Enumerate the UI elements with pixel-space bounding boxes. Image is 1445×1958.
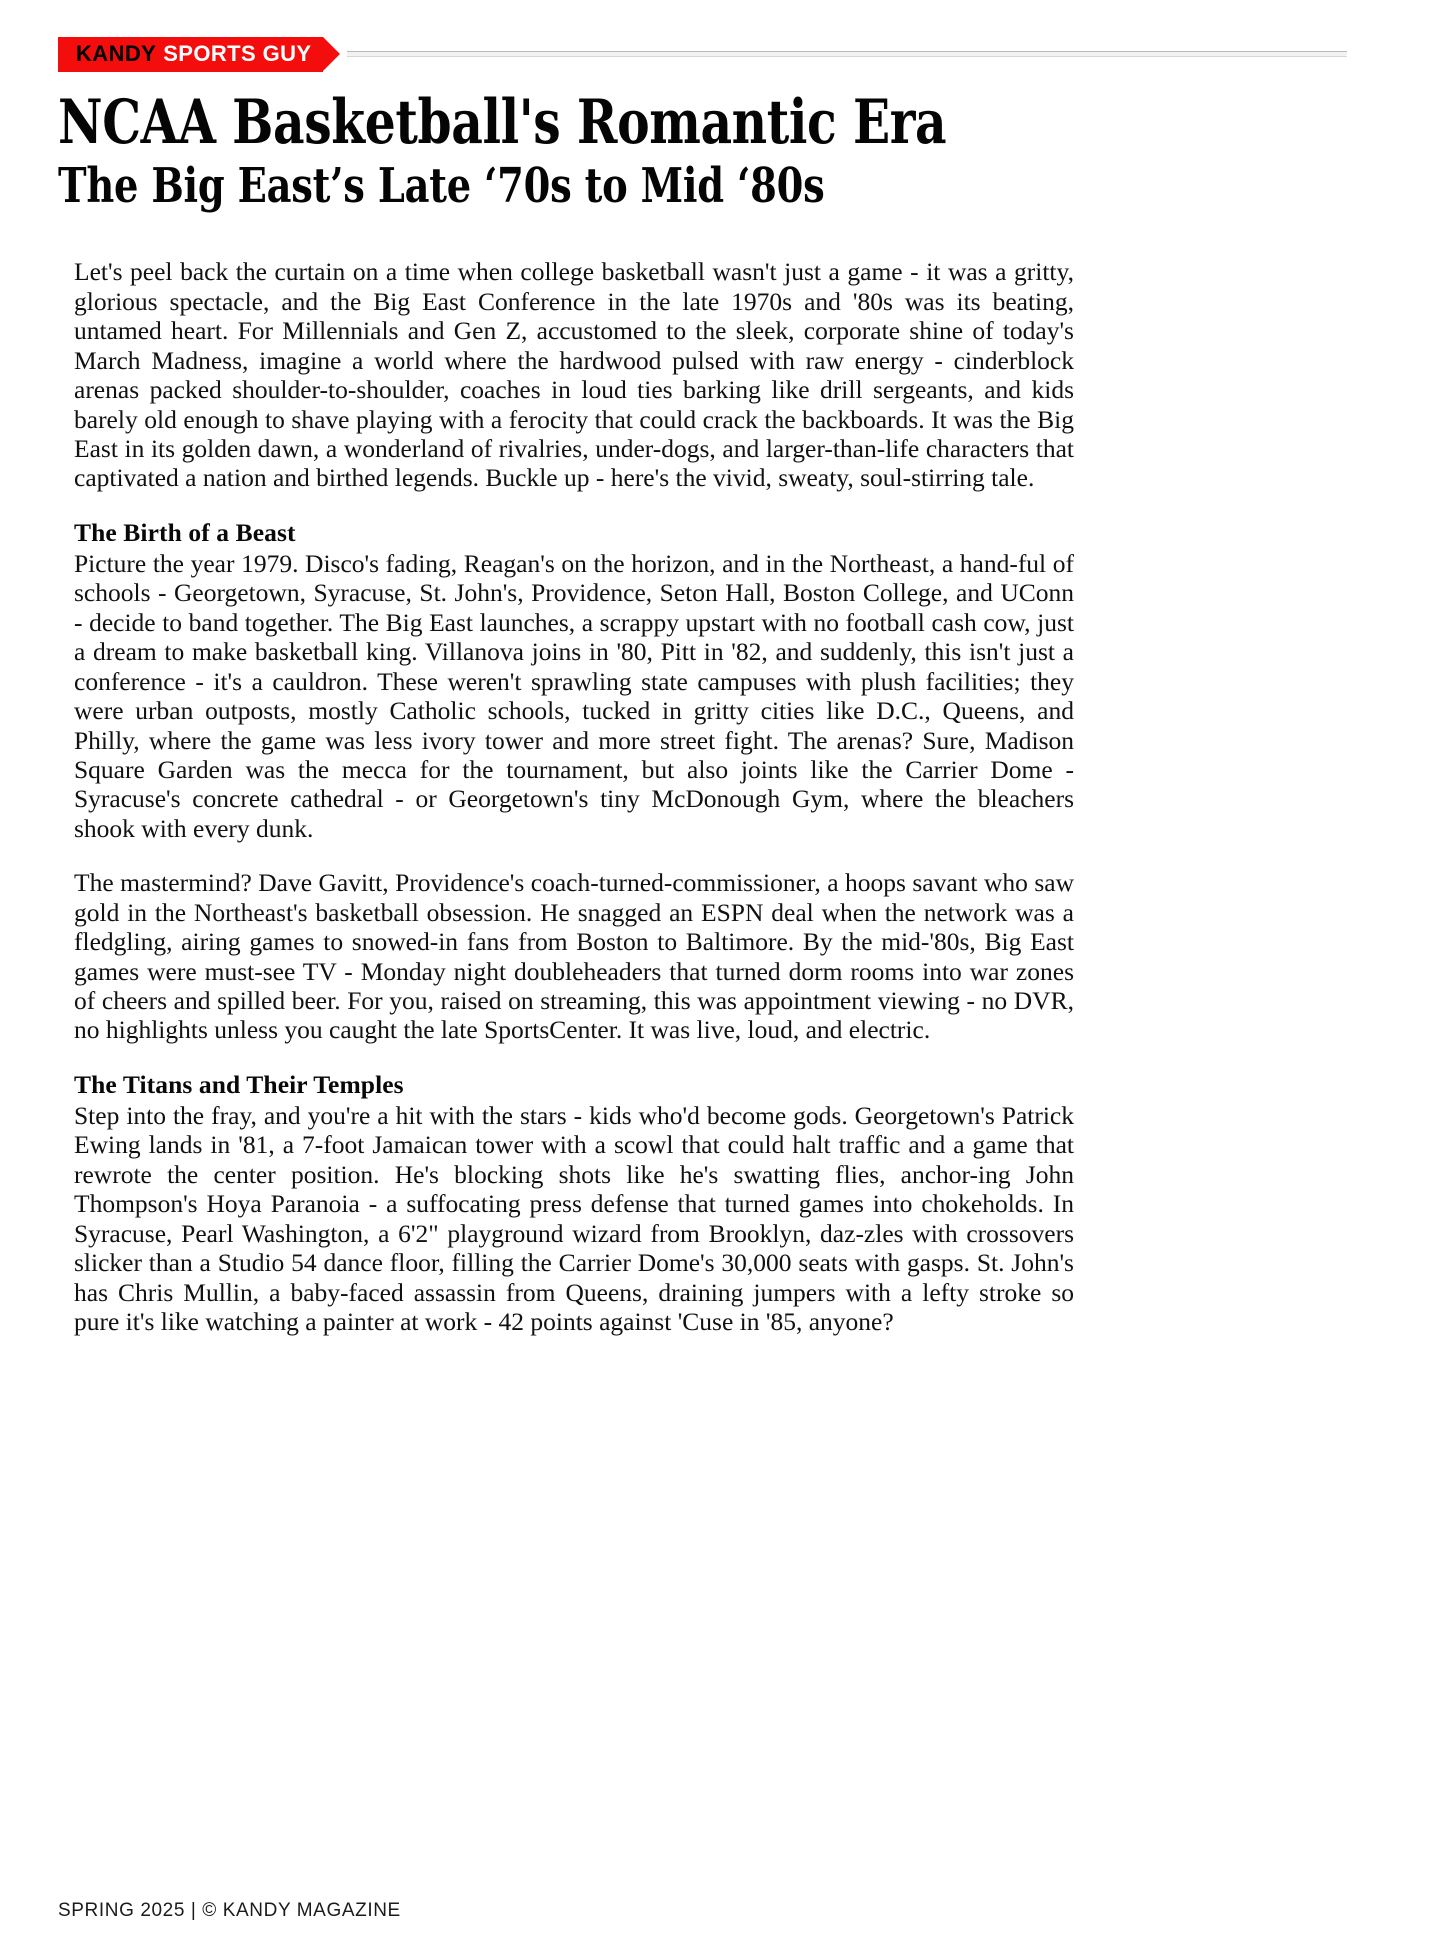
masthead — [58, 0, 1387, 78]
page-subtitle: The Big East’s Late ‘70s to Mid ‘80s — [58, 158, 825, 214]
section-paragraph-titans-and-their-temples: Step into the fray, and you're a hit with the stars - kids who'd become gods. Georgetown's Patrick Ewing lands in '81, a 7-foot Jamaican tower with a scowl that could halt traffic and a game that rewrote the center position. He's blocking shots like he's swatting flies, anchor-ing John Thompson's Hoya Paranoia - a suffocating press defense that turned games into chokeholds. In Syracuse, Pearl Washington, a 6'2" playground wizard from Brooklyn, daz-zles with crossovers slicker than a Studio 54 dance floor, filling the Carrier Dome's 30,000 seats with gasps. St. John's has Chris Mullin, a baby-faced assassin from Queens, draining jumpers with a lefty stroke so pure it's like watching a painter at work - 42 points against 'Cuse in '85, anyone? — [74, 1100, 1074, 1336]
section-heading-titans-and-their-temples: The Titans and Their Temples — [74, 1069, 404, 1099]
section-heading-birth-of-a-beast: The Birth of a Beast — [74, 517, 296, 547]
brand-name-primary: KANDY — [76, 41, 157, 66]
headline-block — [58, 87, 1387, 214]
section-paragraph-birth-of-a-beast: Picture the year 1979. Disco's fading, Reagan's on the horizon, and in the Northeast, a hand-ful of schools - Georgetown, Syracuse, St. John's, Providence, Seton Hall, Boston College, and UConn - decide to band together. The Big East launches, a scrappy upstart with no football cash cow, just a dream to make basketball king. Villanova joins in '80, Pitt in '82, and suddenly, this isn't just a conference - it's a cauldron. These weren't sprawling state campuses with plush facilities; they were urban outposts, mostly Catholic schools, tucked in gritty cities like D.C., Queens, and Philly, where the game was less ivory tower and more street fight. The arenas? Sure, Madison Square Garden was the mecca for the tournament, but also joints like the Carrier Dome - Syracuse's concrete cathedral - or Georgetown's tiny McDonough Gym, where the bleachers shook with every dunk. — [74, 548, 1074, 843]
section-paragraph-mastermind: The mastermind? Dave Gavitt, Providence's coach-turned-commissioner, a hoops savant who saw gold in the Northeast's basketball obsession. He snagged an ESPN deal when the network was a fledgling, airing games to snowed-in fans from Boston to Baltimore. By the mid-'80s, Big East games were must-see TV - Monday night doubleheaders that turned dorm rooms into war zones of cheers and spilled beer. For you, raised on streaming, this was appointment viewing - no DVR, no highlights unless you caught the late SportsCenter. It was live, loud, and electric. — [74, 868, 1074, 1045]
brand-name-secondary: SPORTS GUY — [163, 41, 312, 66]
article-body — [74, 257, 1074, 1336]
masthead-divider-rule — [347, 51, 1347, 57]
brand-tag[interactable] — [58, 37, 323, 72]
intro-paragraph: Let's peel back the curtain on a time when college basketball wasn't just a game - it was a gritty, glorious spectacle, and the Big East Conference in the late 1970s and '80s was its beating, untamed heart. For Millennials and Gen Z, accustomed to the sleek, corporate shine of today's March Madness, imagine a world where the hardwood pulsed with raw energy - cinderblock arenas packed shoulder-to-shoulder, coaches in loud ties barking like drill sergeants, and kids barely old enough to shave playing with a ferocity that could crack the backboards. It was the Big East in its golden dawn, a wonderland of rivalries, under-dogs, and larger-than-life characters that captivated a nation and birthed legends. Buckle up - here's the vivid, sweaty, soul-stirring tale. — [74, 257, 1074, 493]
page-footer: SPRING 2025 | © KANDY MAGAZINE — [58, 1900, 401, 1921]
page-title: NCAA Basketball's Romantic Era — [58, 87, 947, 158]
